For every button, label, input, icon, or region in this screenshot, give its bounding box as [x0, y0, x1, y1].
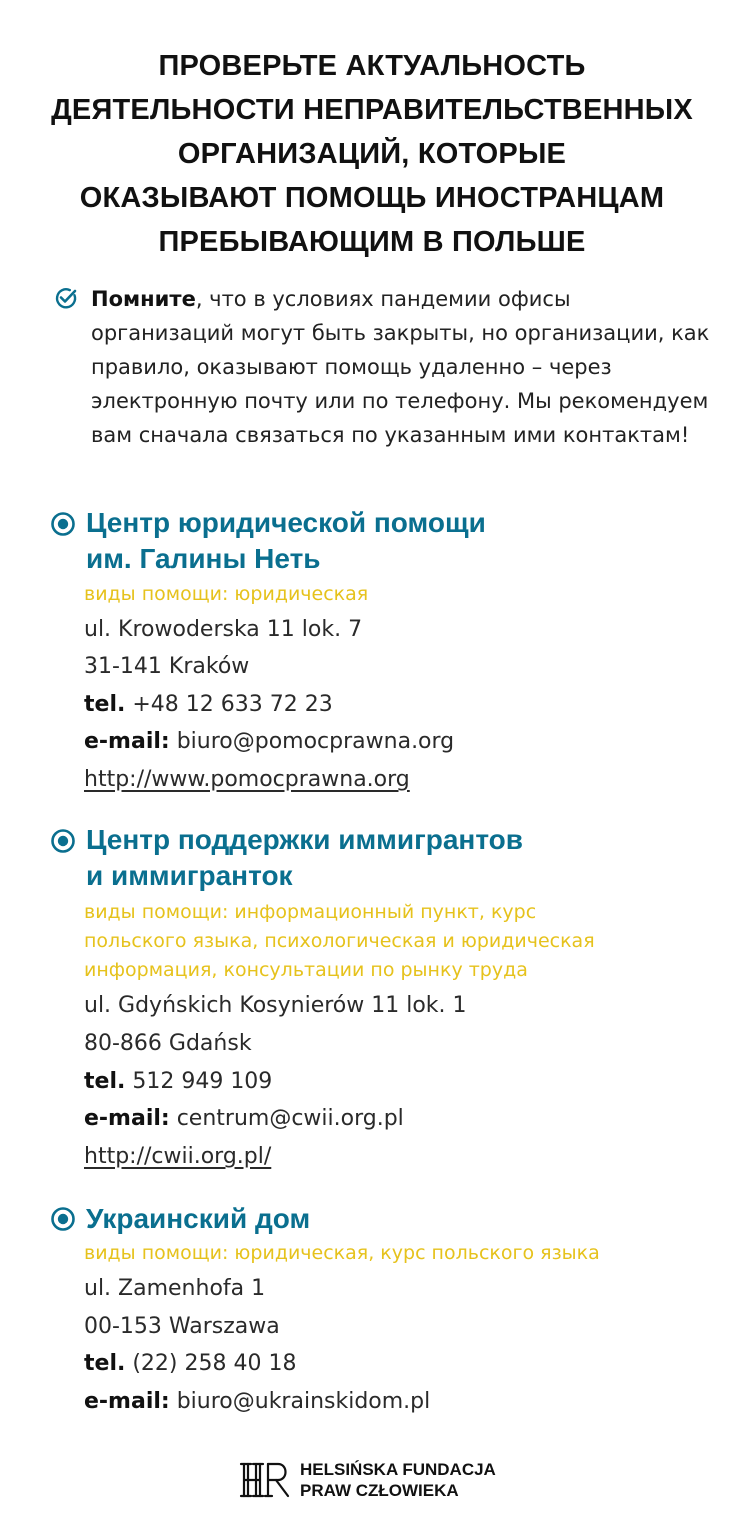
title-line-5: ПРЕБЫВАЮЩИМ В ПОЛЬШЕ [158, 226, 586, 258]
check-circle-icon [54, 286, 78, 310]
email-label: e-mail: [84, 729, 170, 754]
org-name-line-1: Центр юридической помощи [86, 507, 486, 538]
address-street: ul. Krowoderska 11 lok. 7 [84, 617, 363, 642]
target-bullet-icon [50, 1206, 76, 1232]
website-link[interactable]: http://www.pomocprawna.org [84, 767, 410, 792]
phone-label: tel. [84, 1069, 126, 1094]
email-address: biuro@pomocprawna.org [176, 729, 455, 754]
footer-organization-name [300, 1459, 496, 1501]
org-name [86, 505, 486, 577]
org-name-line-2: им. Галины Неть [86, 543, 321, 574]
phone-number: +48 12 633 72 23 [132, 692, 333, 717]
target-bullet-icon [50, 828, 76, 854]
title-line-3: ОРГАНИЗАЦИЙ, КОТОРЫЕ [177, 138, 567, 170]
page-title [0, 44, 744, 264]
title-line-4: ОКАЗЫВАЮТ ПОМОЩЬ ИНОСТРАНЦАМ [79, 182, 665, 214]
footer-logo [238, 1458, 518, 1502]
phone-line [84, 690, 333, 720]
org-name [86, 1201, 310, 1237]
footer-name-line-2: PRAW CZŁOWIEKA [300, 1481, 459, 1500]
reminder-text [91, 282, 711, 452]
org-name-line-2: и иммигранток [86, 860, 293, 891]
target-bullet-icon [50, 511, 76, 537]
help-types-line-1: виды помощи: информационный пункт, курс [84, 901, 537, 923]
help-types-line-3: информация, консультации по рынку труда [84, 959, 528, 981]
org-name-line-1: Украинский дом [86, 1203, 311, 1234]
phone-line [84, 1067, 272, 1097]
phone-number: (22) 258 40 18 [132, 1351, 297, 1376]
phone-number: 512 949 109 [132, 1069, 273, 1094]
email-line [84, 727, 454, 757]
email-address: biuro@ukrainskidom.pl [176, 1389, 431, 1414]
phone-label: tel. [84, 1351, 126, 1376]
help-types-line-2: польского языка, психологическая и юридическая [84, 930, 595, 952]
footer-name-line-1: HELSIŃSKA FUNDACJA [300, 1460, 496, 1479]
hfhr-logo-icon [238, 1458, 296, 1502]
address-street: ul. Gdyńskich Kosynierów 11 lok. 1 [84, 993, 467, 1018]
reminder-body: , что в условиях пандемии офисы организаций могут быть закрыты, но организации, как правило, оказывают помощь удаленно – через электронную почту или по телефону. Мы рекомендуем вам сначала связаться по указанным ими контактам! [91, 287, 710, 447]
website-link[interactable]: http://cwii.org.pl/ [84, 1144, 272, 1169]
help-types: виды помощи: юридическая, курс польского языка [84, 1242, 600, 1264]
title-line-2: ДЕЯТЕЛЬНОСТИ НЕПРАВИТЕЛЬСТВЕННЫХ [51, 94, 693, 126]
address-city: 80-866 Gdańsk [84, 1031, 252, 1056]
title-line-1: ПРОВЕРЬТЕ АКТУАЛЬНОСТЬ [158, 50, 586, 82]
email-label: e-mail: [84, 1106, 170, 1131]
email-label: e-mail: [84, 1389, 170, 1414]
phone-label: tel. [84, 692, 126, 717]
org-name [86, 822, 523, 894]
email-line [84, 1387, 430, 1417]
org-name-line-1: Центр поддержки иммигрантов [86, 824, 523, 855]
address-city: 31-141 Kraków [84, 654, 250, 679]
phone-line [84, 1349, 296, 1379]
help-types: виды помощи: юридическая [84, 583, 369, 605]
address-city: 00-153 Warszawa [84, 1314, 280, 1339]
address-street: ul. Zamenhofa 1 [84, 1276, 266, 1301]
reminder-bold-word: Помните [91, 287, 196, 311]
email-address: centrum@cwii.org.pl [176, 1106, 404, 1131]
email-line [84, 1104, 404, 1134]
